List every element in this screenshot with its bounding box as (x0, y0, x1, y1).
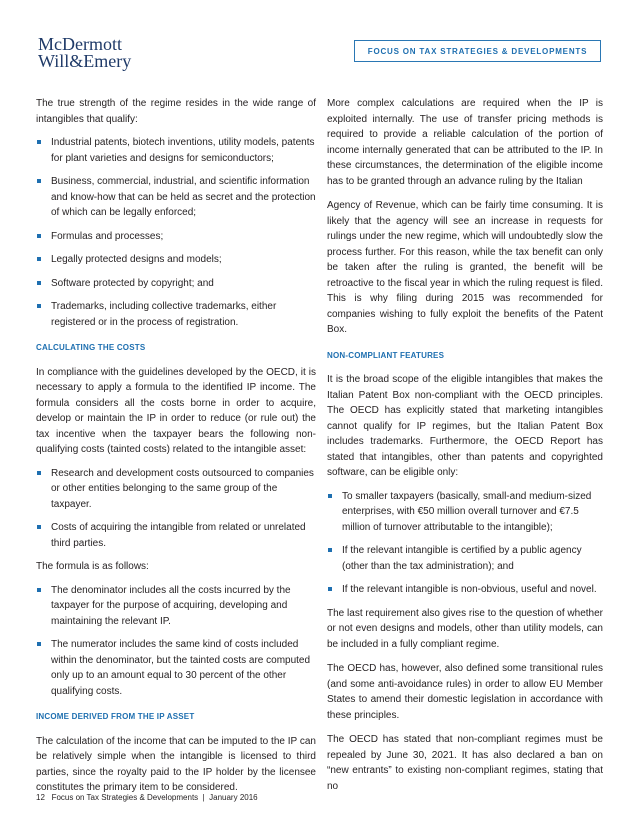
qualifying-intangibles-list (36, 135, 316, 330)
income-paragraph: The calculation of the income that can be imputed to the IP can be relatively simple when the intangible is licensed to third parties, since the royalty paid to the IP holder by the licensee constitutes the primary item to be considered. (36, 735, 316, 793)
section-header-label: FOCUS ON TAX STRATEGIES & DEVELOPMENTS (367, 46, 588, 56)
tainted-costs-list (36, 466, 316, 552)
list-item: Legally protected designs and models; (36, 252, 316, 268)
heading-calculating-costs: CALCULATING THE COSTS (36, 343, 146, 352)
section-header (354, 40, 601, 62)
paragraph-complex-calculations: More complex calculations are required when the IP is exploited internally. The use of transfer pricing methods is required to provide a reliable calculation of the portion of income internally generated that can be attributed to the IP. In these circumstances, the determination of the eligible income has to be granted through an advance ruling by the Italian (327, 98, 603, 187)
paragraph-agency-revenue: Agency of Revenue, which can be fairly time consuming. It is likely that the agency will see an increase in requests for rulings under the new regime, which will undoubtedly slow the process further. For this reason, while the tax benefit can only be taken after the ruling is granted, the benefit will be retroactive to the fiscal year in which the ruling request is filed. This is why filing during 2015 was recommended for companies wishing to fully exploit the benefits of the Patent Box. (327, 200, 603, 335)
costs-paragraph: In compliance with the guidelines developed by the OECD, it is necessary to apply a formula to the identified IP income. The formula considers all the costs borne in order to acquire, develop or maintain the IP in order to reduce (or rule out) the tax incentive when the taxpayer bears the following non-qualifying costs (tainted costs) related to the intangible asset: (36, 366, 316, 455)
paragraph-repeal-deadline: The OECD has stated that non-compliant regimes must be repealed by June 30, 2021. It has also declared a ban on “new entrants” to existing non-compliant regimes, stating that no (327, 734, 603, 792)
heading-income-derived: INCOME DERIVED FROM THE IP ASSET (36, 712, 195, 721)
heading-non-compliant: NON-COMPLIANT FEATURES (327, 350, 445, 360)
list-item: Industrial patents, biotech inventions, utility models, patents for plant varieties and designs for semiconductors; (36, 135, 316, 166)
list-item: Costs of acquiring the intangible from related or unrelated third parties. (36, 520, 316, 551)
intro-paragraph: The true strength of the regime resides in the wide range of intangibles that qualify: (36, 98, 316, 125)
list-item: Formulas and processes; (36, 229, 316, 245)
logo-line-1: McDermott (38, 34, 122, 54)
list-item: If the relevant intangible is certified by a public agency (other than the tax administration); and (327, 543, 603, 574)
firm-logo (38, 36, 131, 70)
logo-line-2: Will&Emery (38, 51, 132, 71)
list-item: To smaller taxpayers (basically, small-and medium-sized enterprises, with €50 million overall turnover and €7.5 million of turnover attributable to the intangible); (327, 489, 603, 536)
left-column (36, 96, 316, 804)
formula-list (36, 583, 316, 700)
list-item: The denominator includes all the costs incurred by the taxpayer for the purpose of acquiring, developing and maintaining the relevant IP. (36, 583, 316, 630)
list-item: Software protected by copyright; and (36, 276, 316, 292)
list-item: The numerator includes the same kind of costs included within the denominator, but the tainted costs are computed only up to an amount equal to 30 percent of the other qualifying costs. (36, 637, 316, 699)
page-footer (36, 793, 258, 802)
list-item: Trademarks, including collective trademarks, either registered or in the process of registration. (36, 299, 316, 330)
paragraph-transitional-rules: The OECD has, however, also defined some transitional rules (and some anti-avoidance rules) in order to allow EU Member States to amend their domestic legislation in accordance with these principles. (327, 663, 603, 721)
right-column (327, 96, 603, 802)
list-item: Research and development costs outsourced to companies or other entities belonging to the same group of the taxpayer. (36, 466, 316, 513)
list-item: Business, commercial, industrial, and scientific information and know-how that can be held as secret and the protection of which can be legally enforced; (36, 174, 316, 221)
paragraph-broad-scope: It is the broad scope of the eligible intangibles that makes the Italian Patent Box non-compliant with the OECD principles. The OECD has explicitly stated that marketing intangibles cannot qualify for IP regimes, but the Italian Patent Box includes trademarks. Furthermore, the OECD Report has stated that intangibles, other than patents and copyrighted software, can be eligible only: (327, 374, 603, 478)
formula-intro: The formula is as follows: (36, 561, 149, 572)
footer-text: 12 Focus on Tax Strategies & Developments | January 2016 (36, 793, 258, 802)
paragraph-last-requirement: The last requirement also gives rise to the question of whether or not even designs and models, other than utility models, can be included in a fully compliant regime. (327, 607, 603, 650)
list-item: If the relevant intangible is non-obvious, useful and novel. (327, 582, 603, 598)
eligibility-list (327, 489, 603, 598)
